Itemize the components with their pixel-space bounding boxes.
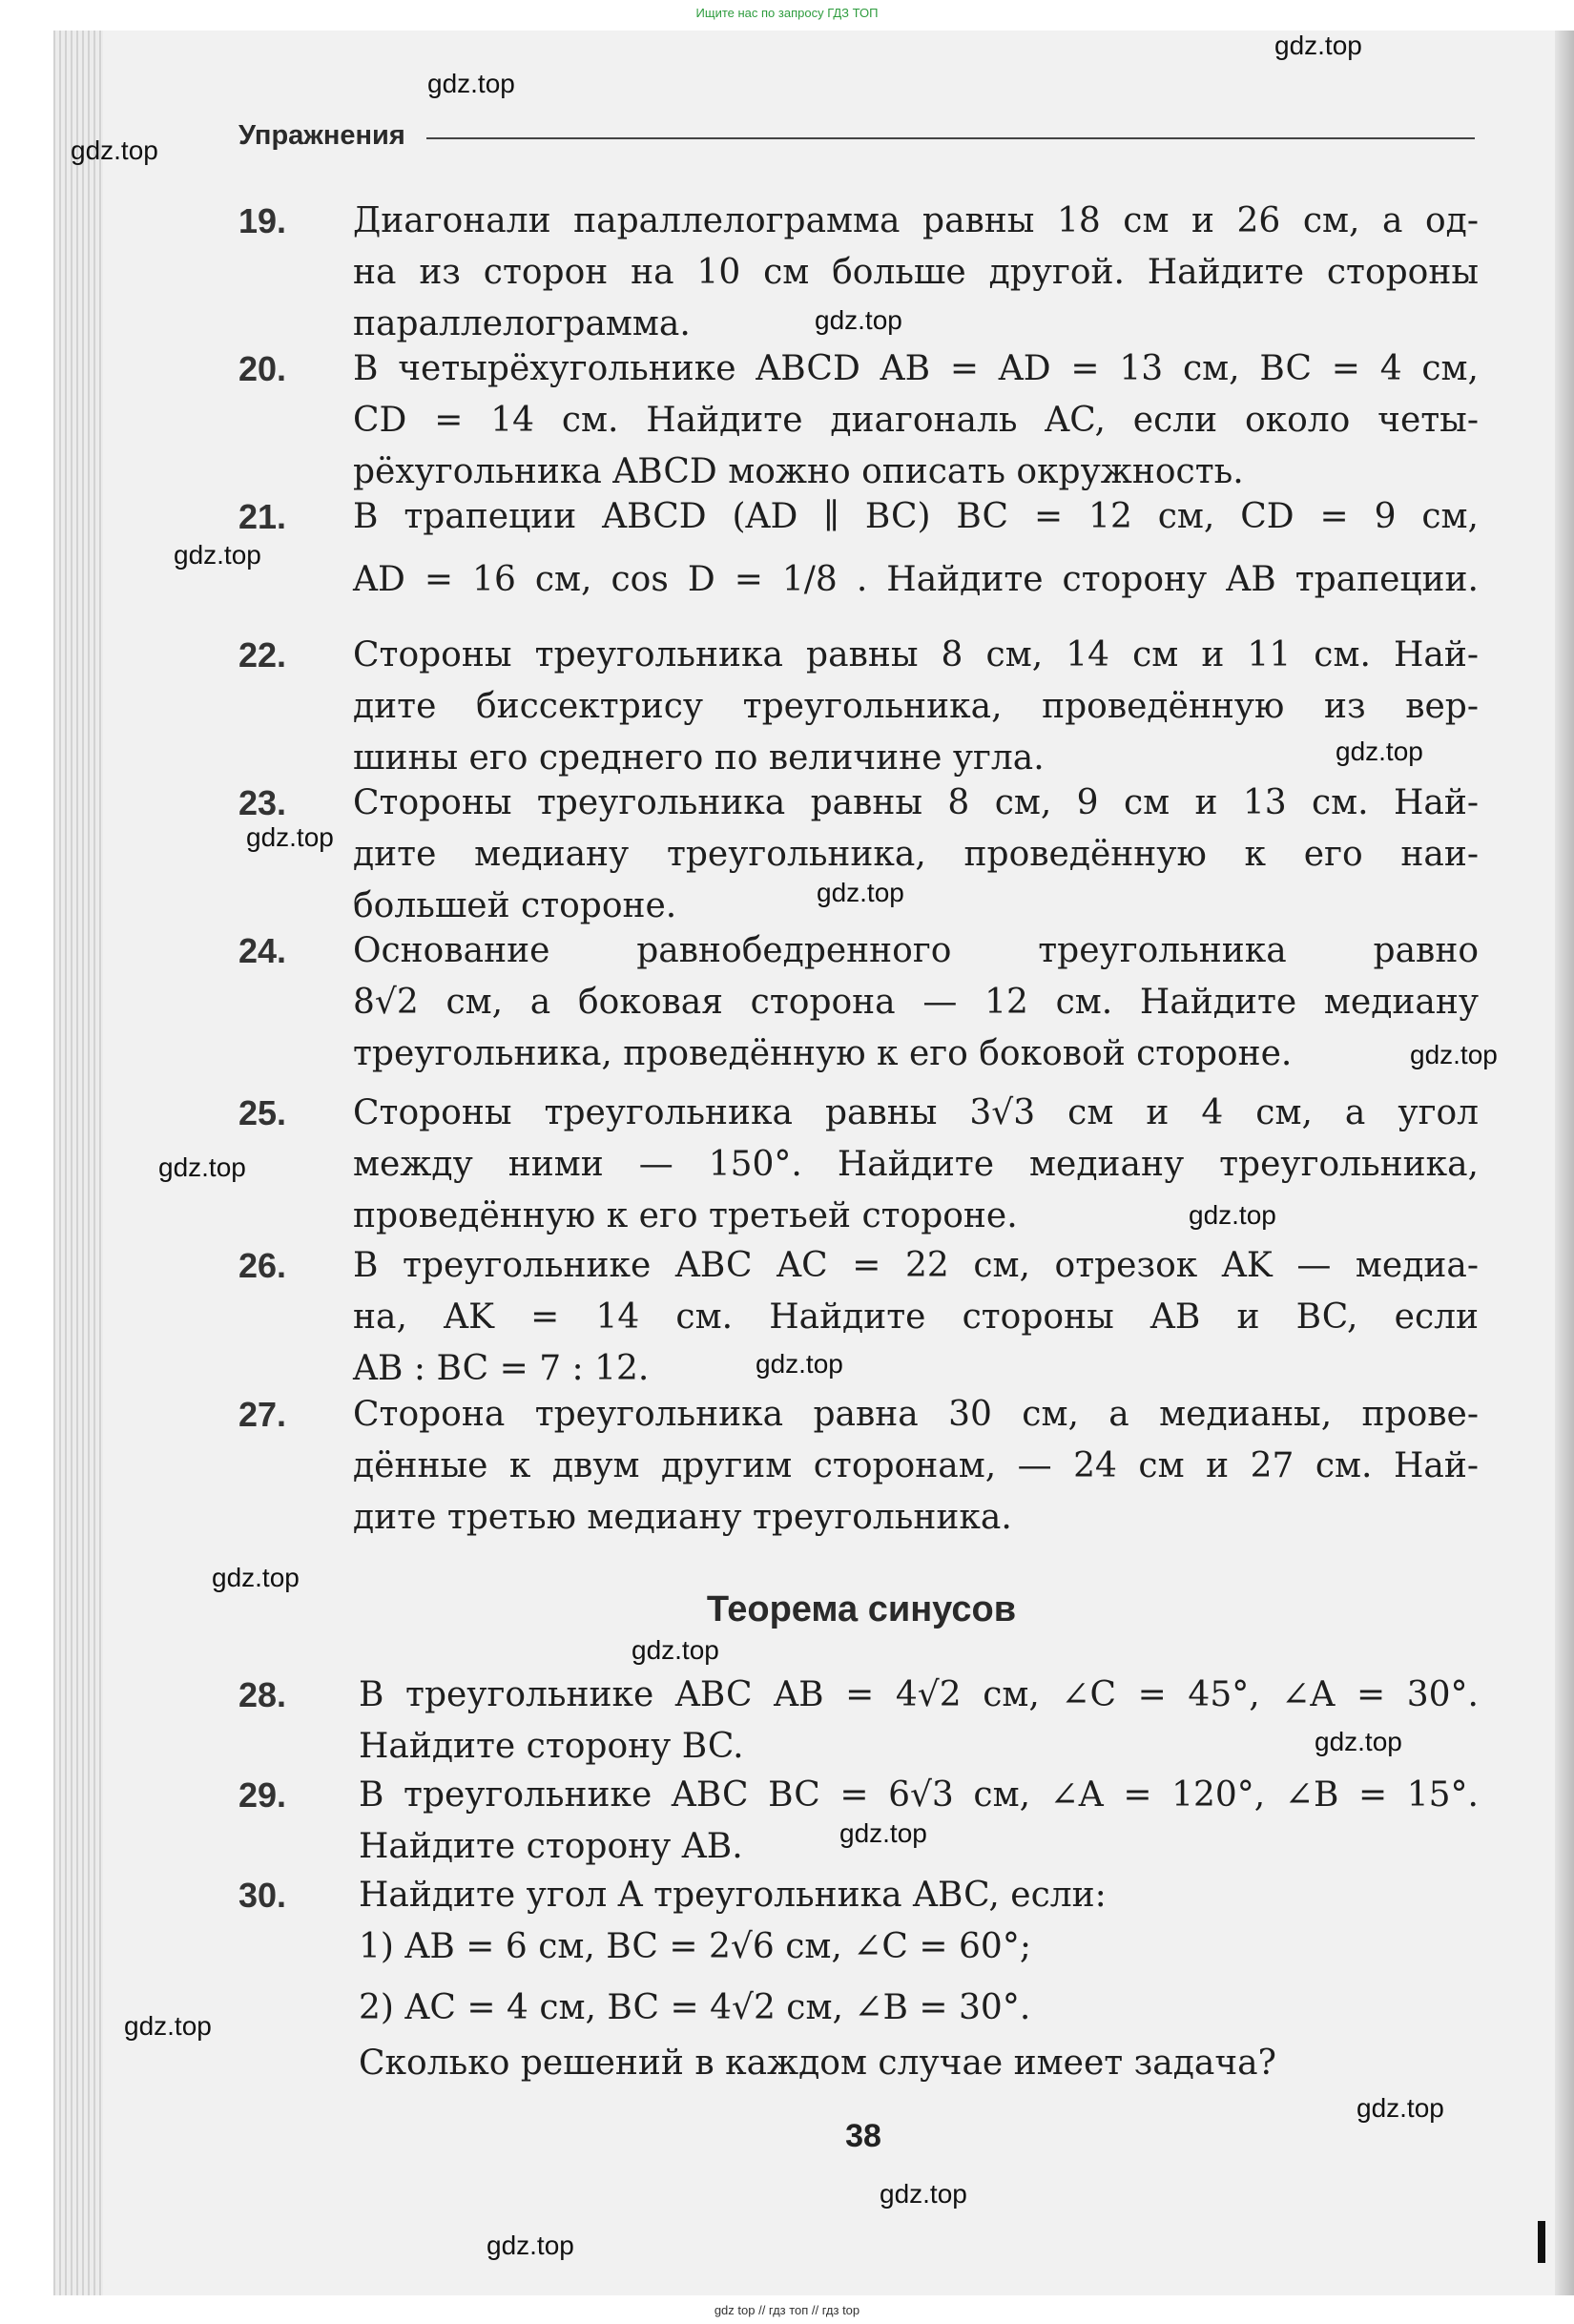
bottom-banner[interactable]: gdz top // гдз топ // гдз top bbox=[714, 2303, 860, 2317]
watermark: gdz.top bbox=[817, 878, 904, 907]
exercise-line: Найдите сторону AB. bbox=[359, 1827, 743, 1866]
exercise-number: 28. bbox=[238, 1675, 287, 1714]
exercise-line: большей стороне. bbox=[353, 886, 677, 925]
watermark: gdz.top bbox=[427, 69, 515, 98]
exercise-line: на из сторон на 10 см больше другой. Найдите стороны bbox=[353, 253, 1479, 292]
subsection-title: Теорема синусов bbox=[706, 1589, 1017, 1629]
exercise-number: 30. bbox=[238, 1876, 287, 1915]
scan-edge-mark bbox=[1538, 2221, 1545, 2263]
watermark: gdz.top bbox=[632, 1635, 719, 1665]
exercise-number: 26. bbox=[238, 1246, 287, 1285]
watermark: gdz.top bbox=[1189, 1200, 1276, 1230]
watermark: gdz.top bbox=[1315, 1727, 1402, 1756]
page-number: 38 bbox=[845, 2118, 881, 2154]
watermark: gdz.top bbox=[1410, 1040, 1498, 1069]
watermark: gdz.top bbox=[212, 1563, 300, 1592]
exercise-number: 22. bbox=[238, 635, 287, 674]
section-header bbox=[238, 118, 1475, 153]
exercise-line: дите биссектрису треугольника, проведённую из вер- bbox=[353, 687, 1479, 726]
exercise-number: 25. bbox=[238, 1093, 287, 1132]
exercise-line: В четырёхугольнике ABCD AB = AD = 13 см, BC = 4 см, bbox=[353, 349, 1479, 388]
top-banner[interactable]: Ищите нас по запросу ГДЗ ТОП bbox=[695, 6, 879, 20]
exercise-line: проведённую к его третьей стороне. bbox=[353, 1196, 1018, 1235]
watermark: gdz.top bbox=[880, 2179, 967, 2209]
exercise-number: 29. bbox=[238, 1775, 287, 1815]
exercise-line: дённые к двум другим сторонам, — 24 см и 27 см. Най- bbox=[353, 1446, 1479, 1485]
exercise-number: 24. bbox=[238, 931, 287, 970]
watermark: gdz.top bbox=[839, 1818, 927, 1848]
exercise-line: Стороны треугольника равны 3√3 см и 4 см, а угол bbox=[353, 1093, 1479, 1132]
exercise-line: на, AK = 14 см. Найдите стороны AB и BC, если bbox=[353, 1297, 1479, 1337]
exercise-line: Сторона треугольника равна 30 см, а медианы, прове- bbox=[353, 1395, 1479, 1434]
exercise-line: Найдите сторону BC. bbox=[359, 1727, 744, 1766]
exercise-number: 27. bbox=[238, 1395, 287, 1434]
section-rule bbox=[426, 137, 1475, 139]
exercise-line: 2) AC = 4 см, BC = 4√2 см, ∠B = 30°. bbox=[359, 1988, 1031, 2027]
exercise-line: Стороны треугольника равны 8 см, 9 см и 13 см. Най- bbox=[353, 783, 1479, 822]
watermark: gdz.top bbox=[1357, 2093, 1444, 2123]
watermark: gdz.top bbox=[158, 1152, 246, 1182]
watermark: gdz.top bbox=[124, 2011, 212, 2041]
exercise-number: 20. bbox=[238, 349, 287, 388]
exercise-line: В треугольнике ABC AC = 22 см, отрезок AK — медиа- bbox=[353, 1246, 1479, 1285]
watermark: gdz.top bbox=[246, 822, 334, 852]
exercise-number: 21. bbox=[238, 497, 287, 536]
exercise-line: Диагонали параллелограмма равны 18 см и 26 см, а од- bbox=[353, 201, 1479, 240]
exercise-line: 1) AB = 6 см, BC = 2√6 см, ∠C = 60°; bbox=[359, 1927, 1031, 1966]
watermark: gdz.top bbox=[815, 305, 902, 335]
exercise-line: 8√2 см, а боковая сторона — 12 см. Найдите медиану bbox=[353, 983, 1479, 1022]
section-title: Упражнения bbox=[238, 119, 405, 151]
exercise-line: Найдите угол A треугольника ABC, если: bbox=[359, 1876, 1107, 1915]
exercise-line: дите медиану треугольника, проведённую к его наи- bbox=[353, 835, 1479, 874]
page-right-edge bbox=[1555, 31, 1574, 2295]
exercise-line: В треугольнике ABC AB = 4√2 см, ∠C = 45°, ∠A = 30°. bbox=[359, 1675, 1479, 1714]
watermark: gdz.top bbox=[71, 135, 158, 165]
exercise-line: между ними — 150°. Найдите медиану треугольника, bbox=[353, 1145, 1479, 1184]
watermark: gdz.top bbox=[174, 540, 261, 570]
watermark: gdz.top bbox=[487, 2231, 574, 2260]
exercise-number: 23. bbox=[238, 783, 287, 822]
watermark: gdz.top bbox=[1274, 31, 1362, 60]
book-spine-edge bbox=[53, 31, 103, 2295]
exercise-line: CD = 14 см. Найдите диагональ AC, если около четы- bbox=[353, 401, 1479, 440]
exercise-line: Сколько решений в каждом случае имеет задача? bbox=[359, 2044, 1276, 2083]
exercise-number: 19. bbox=[238, 201, 287, 240]
exercise-line: Основание равнобедренного треугольника равно bbox=[353, 931, 1479, 970]
exercise-line: дите третью медиану треугольника. bbox=[353, 1498, 1012, 1537]
exercise-line: параллелограмма. bbox=[353, 304, 691, 343]
exercise-line: AD = 16 см, cos D = 1/8 . Найдите сторону AB трапеции. bbox=[353, 560, 1479, 599]
exercise-line: AB : BC = 7 : 12. bbox=[353, 1349, 650, 1388]
watermark: gdz.top bbox=[756, 1349, 843, 1379]
exercise-line: В треугольнике ABC BC = 6√3 см, ∠A = 120°, ∠B = 15°. bbox=[359, 1775, 1479, 1815]
watermark: gdz.top bbox=[1336, 737, 1423, 766]
exercise-line: рёхугольника ABCD можно описать окружность. bbox=[353, 452, 1244, 491]
exercise-line: шины его среднего по величине угла. bbox=[353, 738, 1045, 778]
exercise-line: В трапеции ABCD (AD ∥ BC) BC = 12 см, CD = 9 см, bbox=[353, 497, 1479, 536]
exercise-line: Стороны треугольника равны 8 см, 14 см и 11 см. Най- bbox=[353, 635, 1479, 674]
exercise-line: треугольника, проведённую к его боковой стороне. bbox=[353, 1034, 1293, 1073]
